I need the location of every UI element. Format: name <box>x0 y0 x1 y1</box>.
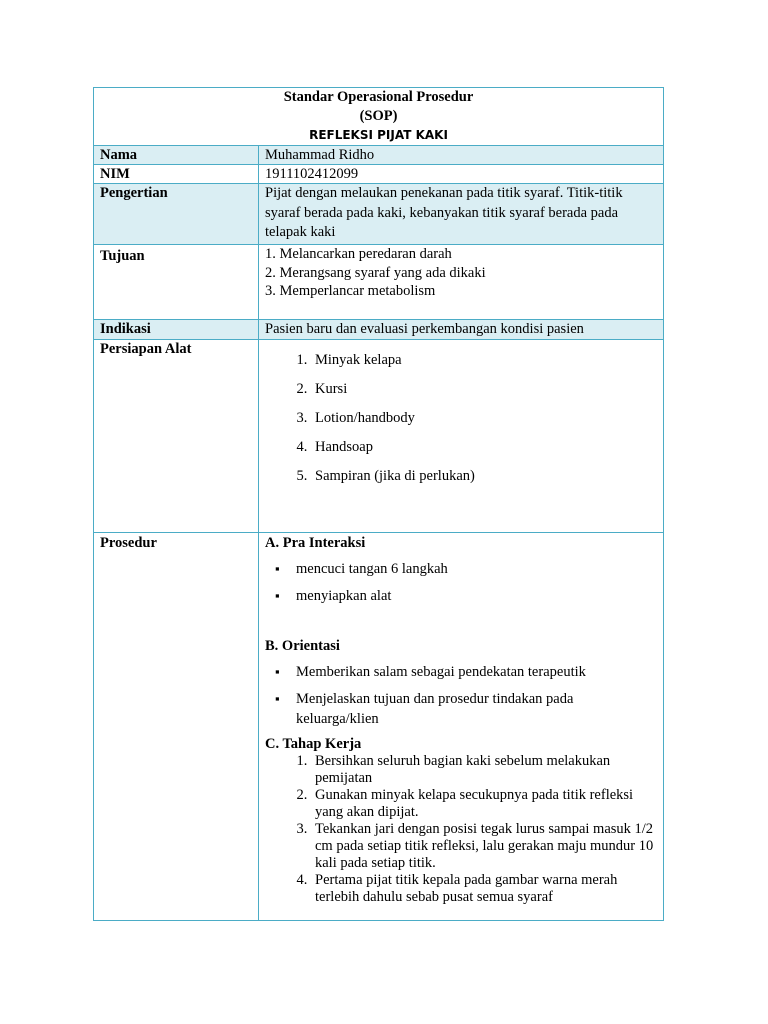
section-tahap-kerja: C. Tahap Kerja <box>265 736 362 752</box>
list-item: 1. Bersihkan seluruh bagian kaki sebelum melakukan pemijatan <box>311 753 657 787</box>
row-nama <box>94 146 664 165</box>
row-tujuan <box>94 245 664 320</box>
list-item: ▪ mencuci tangan 6 langkah <box>275 559 657 579</box>
label-tujuan: Tujuan <box>94 245 259 320</box>
row-nim <box>94 165 664 184</box>
row-prosedur <box>94 533 664 921</box>
list-item: ▪ Memberikan salam sebagai pendekatan terapeutik <box>275 662 657 682</box>
label-indikasi: Indikasi <box>94 320 259 340</box>
tool-item: 2. Kursi <box>311 381 657 398</box>
row-pengertian <box>94 184 664 245</box>
value-pengertian: Pijat dengan melaukan penekanan pada titik syaraf. Titik-titik syaraf berada pada kaki, kebanyakan titik syaraf berada pada telapak kaki <box>259 184 664 245</box>
tujuan-item: 3. Memperlancar metabolism <box>265 283 436 299</box>
tools-list <box>265 352 657 485</box>
header-cell <box>94 88 664 146</box>
value-tujuan <box>259 245 664 320</box>
list-item: 4. Pertama pijat titik kepala pada gambar warna merah terlebih dahulu sebab pusat semua syaraf <box>311 872 657 906</box>
section-orientasi: B. Orientasi <box>265 638 340 654</box>
tool-item: 5. Sampiran (jika di perlukan) <box>311 468 657 485</box>
tool-item: 3. Lotion/handbody <box>311 410 657 427</box>
list-item: ▪ menyiapkan alat <box>275 586 657 606</box>
label-pengertian: Pengertian <box>94 184 259 245</box>
tool-item: 1. Minyak kelapa <box>311 352 657 369</box>
tujuan-item: 1. Melancarkan peredaran darah <box>265 246 452 262</box>
pra-interaksi-list <box>265 559 657 606</box>
section-pra-interaksi: A. Pra Interaksi <box>265 535 366 551</box>
orientasi-list <box>265 662 657 729</box>
value-prosedur <box>259 533 664 921</box>
value-persiapan <box>259 340 664 533</box>
sop-table <box>93 87 664 921</box>
value-nama: Muhammad Ridho <box>259 146 664 165</box>
header-row <box>94 88 664 146</box>
label-nim: NIM <box>94 165 259 184</box>
list-item: 2. Gunakan minyak kelapa secukupnya pada titik refleksi yang akan dipijat. <box>311 787 657 821</box>
row-persiapan <box>94 340 664 533</box>
tujuan-item: 2. Merangsang syaraf yang ada dikaki <box>265 264 486 281</box>
row-indikasi <box>94 320 664 340</box>
value-indikasi: Pasien baru dan evaluasi perkembangan kondisi pasien <box>259 320 664 340</box>
document-subtitle: REFLEKSI PIJAT KAKI <box>309 128 448 142</box>
document-abbr: (SOP) <box>359 108 398 124</box>
label-persiapan: Persiapan Alat <box>94 340 259 533</box>
value-nim: 1911102412099 <box>259 165 664 184</box>
tahap-kerja-list <box>265 753 657 906</box>
label-nama: Nama <box>94 146 259 165</box>
list-item: ▪ Menjelaskan tujuan dan prosedur tindakan pada keluarga/klien <box>275 689 657 729</box>
label-prosedur: Prosedur <box>94 533 259 921</box>
list-item: 3. Tekankan jari dengan posisi tegak lurus sampai masuk 1/2 cm pada setiap titik refleksi, lalu gerakan maju mundur 10 kali pada setiap titik. <box>311 821 657 872</box>
tool-item: 4. Handsoap <box>311 439 657 456</box>
document-title: Standar Operasional Prosedur <box>283 89 474 105</box>
